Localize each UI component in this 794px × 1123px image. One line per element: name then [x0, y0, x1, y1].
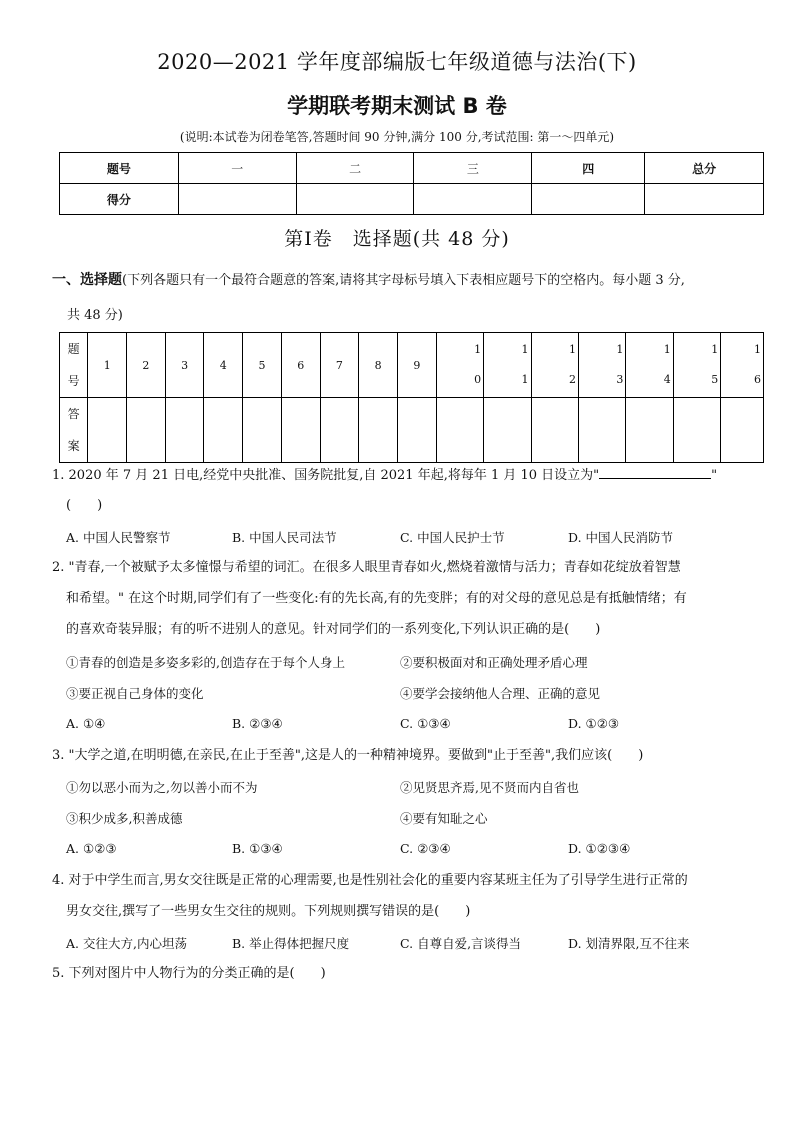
statement-item: ④要学会接纳他人合理、正确的意见 — [400, 686, 601, 701]
option-c[interactable]: C. 自尊自爱,言谈得当 — [400, 936, 522, 951]
label-char: 案 — [67, 439, 80, 453]
statement-item: ③积少成多,积善成德 — [66, 811, 183, 826]
question-5-line1: 5. 下列对图片中人物行为的分类正确的是( ) — [52, 966, 326, 981]
answer-cell[interactable] — [320, 398, 359, 463]
question-number: 9 — [413, 358, 421, 372]
option-d[interactable]: D. 划清界限,互不往来 — [568, 936, 690, 951]
exam-subtitle: 学期联考期末测试 B 卷 — [287, 94, 507, 118]
score-header-cell: 四 — [532, 153, 645, 184]
question-number-cell — [436, 333, 483, 398]
answer-cell[interactable] — [359, 398, 398, 463]
answer-cell[interactable] — [243, 398, 282, 463]
question-number: 3 — [181, 358, 189, 372]
score-label-cell: 得分 — [60, 184, 179, 215]
question-number: 8 — [374, 358, 382, 372]
answer-cell[interactable] — [484, 398, 531, 463]
section-intro-cont: 共 48 分) — [67, 308, 123, 323]
answer-row-label — [60, 398, 88, 463]
option-b[interactable]: B. ②③④ — [232, 716, 283, 731]
question-number-cell — [626, 333, 673, 398]
option-d[interactable]: D. ①②③④ — [568, 841, 631, 856]
question-2-line3: 的喜欢奇装异服；有的听不进别人的意见。针对同学们的一系列变化,下列认识正确的是( ) — [66, 622, 601, 637]
question-3-line1: 3. "大学之道,在明明德,在亲民,在止于至善",这是人的一种精神境界。要做到"止于至善",我们应该( ) — [52, 748, 644, 763]
question-number-digit: 6 — [754, 373, 761, 386]
section-title: 第Ⅰ卷 选择题(共 48 分) — [284, 228, 510, 250]
question-number-cell — [281, 333, 320, 398]
question-number-cell — [484, 333, 531, 398]
question-1 — [52, 460, 782, 491]
answer-cell[interactable] — [165, 398, 204, 463]
answer-cell[interactable] — [127, 398, 166, 463]
option-b[interactable]: B. 中国人民司法节 — [232, 530, 337, 545]
answer-cell[interactable] — [531, 398, 578, 463]
option-c[interactable]: C. ①③④ — [400, 716, 451, 731]
question-2-line2: 和希望。" 在这个时期,同学们有了一些变化:有的先长高,有的先变胖；有的对父母的意见总是有抵触情绪；有 — [66, 591, 687, 606]
question-number-digit: 2 — [568, 373, 576, 386]
question-number-digit: 4 — [663, 373, 671, 386]
answer-cell[interactable] — [88, 398, 127, 463]
option-a[interactable]: A. ①④ — [66, 716, 106, 731]
score-table — [59, 152, 764, 215]
option-b[interactable]: B. ①③④ — [232, 841, 283, 856]
option-a[interactable]: A. ①②③ — [66, 841, 117, 856]
answer-cell[interactable] — [281, 398, 320, 463]
question-number-cell — [243, 333, 282, 398]
option-d[interactable]: D. 中国人民消防节 — [568, 530, 674, 545]
question-number-cell — [165, 333, 204, 398]
question-number-digit: 1 — [568, 343, 576, 356]
question-number: 7 — [335, 358, 343, 372]
question-number-cell — [397, 333, 436, 398]
option-b[interactable]: B. 举止得体把握尺度 — [232, 936, 350, 951]
question-number-digit: 1 — [616, 343, 624, 356]
question-number-cell — [531, 333, 578, 398]
answer-input-row — [60, 398, 764, 463]
question-number: 6 — [297, 358, 305, 372]
score-header-cell: 总分 — [645, 153, 764, 184]
option-d[interactable]: D. ①②③ — [568, 716, 620, 731]
question-4-line2: 男女交往,撰写了一些男女生交往的规则。下列规则撰写错误的是( ) — [66, 904, 471, 919]
question-number: 5 — [258, 358, 266, 372]
score-input-cell[interactable] — [178, 184, 296, 215]
question-number-digit: 1 — [711, 343, 719, 356]
score-header-cell: 二 — [296, 153, 414, 184]
question-number-cell — [88, 333, 127, 398]
statement-item: ②要积极面对和正确处理矛盾心理 — [400, 655, 588, 670]
answer-cell[interactable] — [626, 398, 673, 463]
question-text: 1. 2020 年 7 月 21 日电,经党中央批准、国务院批复,自 2021 年起,将每年 1 月 10 日设立为" — [52, 468, 600, 483]
question-number-digit: 1 — [754, 343, 761, 356]
section-intro — [52, 270, 772, 291]
statement-item: ③要正视自己身体的变化 — [66, 686, 204, 701]
statement-item: ④要有知耻之心 — [400, 811, 488, 826]
question-4-line1: 4. 对于中学生而言,男女交往既是正常的心理需要,也是性别社会化的重要内容某班主任为了引导学生进行正常的 — [52, 873, 688, 888]
answer-cell[interactable] — [204, 398, 243, 463]
score-input-cell[interactable] — [296, 184, 414, 215]
option-c[interactable]: C. 中国人民护士节 — [400, 530, 505, 545]
statement-item: ①青春的创造是多姿多彩的,创造存在于每个人身上 — [66, 655, 345, 670]
score-header-cell: 题号 — [60, 153, 179, 184]
exam-title: 2020—2021 学年度部编版七年级道德与法治(下) — [157, 50, 637, 74]
question-number-digit: 1 — [521, 373, 529, 386]
score-input-cell[interactable] — [414, 184, 532, 215]
question-number-cell — [127, 333, 166, 398]
answer-row-label — [60, 333, 88, 398]
label-char: 答 — [67, 407, 80, 421]
score-header-cell: 三 — [414, 153, 532, 184]
question-number-digit: 1 — [474, 343, 482, 356]
question-number-digit: 0 — [474, 373, 482, 386]
question-text-close: " — [711, 468, 718, 483]
answer-cell[interactable] — [673, 398, 720, 463]
section-intro-text: (下列各题只有一个最符合题意的答案,请将其字母标号填入下表相应题号下的空格内。每小题 3 分, — [122, 273, 685, 288]
question-number-digit: 1 — [521, 343, 529, 356]
question-2-line1: 2. "青春,一个被赋予太多憧憬与希望的词汇。在很多人眼里青春如火,燃烧着激情与活力；青春如花绽放着智慧 — [52, 560, 681, 575]
label-char: 号 — [67, 374, 80, 388]
score-table-row — [60, 153, 764, 184]
label-char: 题 — [67, 342, 80, 356]
answer-cell[interactable] — [578, 398, 625, 463]
answer-cell[interactable] — [436, 398, 483, 463]
question-number-cell — [204, 333, 243, 398]
option-a[interactable]: A. 交往大方,内心坦荡 — [66, 936, 187, 951]
question-number-cell — [359, 333, 398, 398]
score-table-row — [60, 184, 764, 215]
answer-cell[interactable] — [397, 398, 436, 463]
question-number-cell — [673, 333, 720, 398]
exam-note: (说明:本试卷为闭卷笔答,答题时间 90 分钟,满分 100 分,考试范围: 第一～四单元) — [179, 130, 615, 144]
option-a[interactable]: A. 中国人民警察节 — [66, 530, 171, 545]
score-input-cell[interactable] — [645, 184, 764, 215]
question-number-cell — [721, 333, 764, 398]
question-number-cell — [320, 333, 359, 398]
question-number: 4 — [219, 358, 227, 372]
question-1-paren: ( ) — [66, 498, 103, 513]
question-number: 1 — [103, 358, 111, 372]
answer-cell[interactable] — [721, 398, 764, 463]
answer-table — [59, 332, 764, 463]
answer-blank[interactable] — [599, 464, 711, 479]
answer-number-row — [60, 333, 764, 398]
question-number-cell — [578, 333, 625, 398]
question-number: 2 — [142, 358, 150, 372]
section-intro-head: 一、选择题 — [52, 272, 122, 288]
option-c[interactable]: C. ②③④ — [400, 841, 451, 856]
statement-item: ②见贤思齐焉,见不贤而内自省也 — [400, 780, 579, 795]
question-number-digit: 3 — [616, 373, 624, 386]
score-input-cell[interactable] — [532, 184, 645, 215]
question-number-digit: 1 — [663, 343, 671, 356]
question-number-digit: 5 — [711, 373, 719, 386]
statement-item: ①勿以恶小而为之,勿以善小而不为 — [66, 780, 258, 795]
score-header-cell: 一 — [178, 153, 296, 184]
